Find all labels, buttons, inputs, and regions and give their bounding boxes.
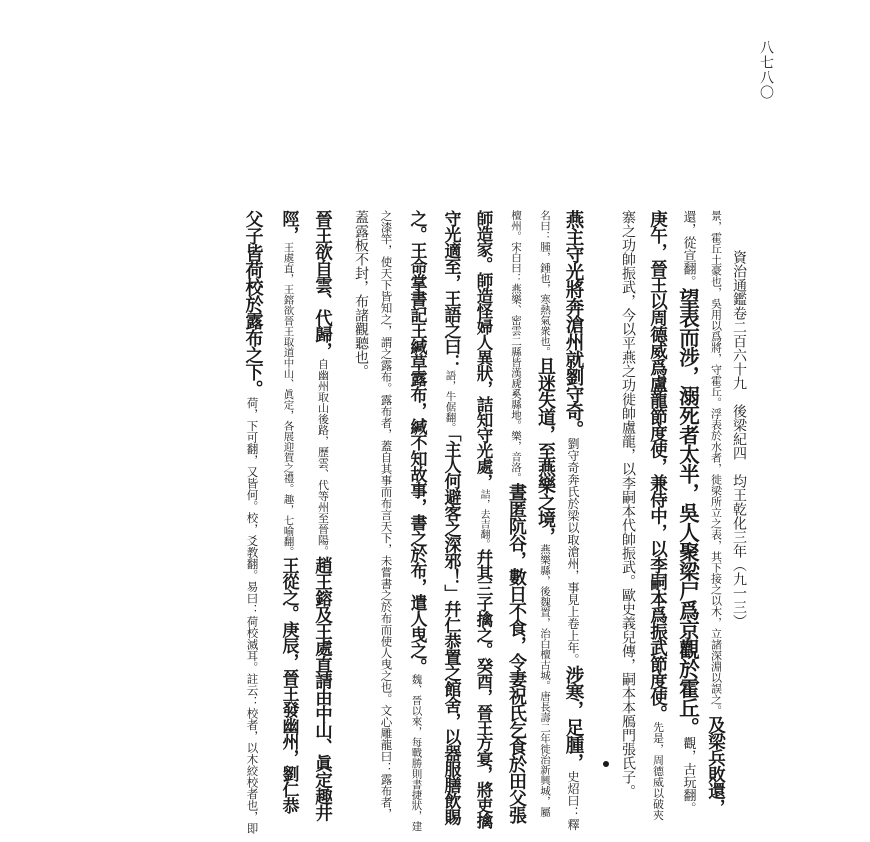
margin-dot-mark — [603, 761, 609, 767]
main-text-segment: 癸酉，晉王方宴，將吏擒 — [474, 657, 493, 828]
annotation-text-segment: 先是，周德威以破夾 — [651, 721, 665, 821]
main-text-segment: 王從之。庚辰，晉王發幽州，劉仁恭 — [278, 557, 299, 813]
main-text-segment: 涉寒，足腫， — [563, 665, 584, 771]
main-text-segment: 燕主守光將奔滄州就劉守奇。 — [563, 210, 584, 438]
annotation-text-segment: 自幽州取山後路，歷雲、代等州至晉陽。 — [316, 358, 330, 557]
text-column-5 — [563, 210, 582, 831]
main-text-segment: 晝匿阬谷，數日不食，令妻祝氏乞食於田父張 — [506, 483, 527, 823]
annotation-text-segment: 名曰：腫，鍾也，寒熱氣衆也。 — [539, 210, 551, 357]
main-text-segment: 父子皆荷校於露布之下。 — [242, 210, 264, 397]
text-column-13 — [313, 210, 332, 821]
main-text-segment: 晉王欲自雲、代歸， — [312, 210, 333, 359]
main-text-segment: 且迷失道，至燕樂之境， — [535, 357, 556, 544]
text-column-15 — [243, 210, 262, 834]
annotation-text-segment: 劉守奇奔氏於梁以取滄州，事見上卷上年。 — [566, 437, 580, 666]
annotation-text-segment: 蓋露板不封，布諸觀聽也。 — [353, 210, 369, 378]
annotation-text-segment: 觀，古玩翻。 — [680, 736, 696, 815]
text-column-1 — [706, 210, 725, 815]
main-text-segment: 及梁兵敗還， — [705, 716, 726, 815]
annotation-text-segment: 魏、晉以來，每戰勝則書捷狀，建 — [410, 674, 423, 832]
annotation-text-segment: 還，從宣翻。 — [680, 210, 696, 288]
annotation-text-segment: 檀州。宋白曰：燕樂、密雲二縣皆漢虒奚縣地。樂，音洛。 — [510, 210, 522, 483]
text-column-6 — [536, 210, 554, 817]
main-text-segment: 之。王命掌書記王緘草露布，緘不知故事，書之於布，遣人曳之。 — [406, 210, 427, 674]
text-column-4 — [621, 210, 635, 798]
text-column-7 — [507, 210, 525, 823]
annotation-text-segment: 景，霍丘土豪也，吳用以爲將，守霍丘。浮表於水者，徙梁所立之表，其下接之以木，立諸深淵以誤之。 — [709, 210, 723, 716]
text-column-14 — [279, 210, 297, 813]
main-text-segment: 「主人何避客之深邪！」幷仁恭置之館舍，以器服膳飲賜 — [440, 433, 461, 825]
main-text-segment: 趙王鎔及王處直請由中山、眞定趣井 — [312, 556, 333, 821]
annotation-text-segment: 之漆竿，使天下皆知之，謂之露布。露布者，蓋自其事而布言天下，未嘗書之於布而使人曳之也。文心雕龍曰：露布者， — [379, 210, 394, 820]
annotation-text-segment: 史炤曰：釋 — [566, 770, 580, 831]
text-column-10 — [407, 210, 425, 832]
page-number: 八七八〇 — [758, 40, 774, 100]
text-column-11 — [380, 210, 393, 820]
annotation-text-segment: 燕樂縣，後魏置，治白檀古城。唐長壽二年徙治新興城，屬 — [539, 544, 551, 817]
annotation-text-segment: 王處直，王鎔欲晉王取道中山、眞定，各展迎賀之禮。趣，七喻翻。 — [282, 242, 295, 557]
main-text-segment: 庚午，晉王以周德威爲盧龍節度使，兼侍中，以李嗣本爲振武節度使。 — [647, 210, 668, 722]
text-column-2 — [677, 210, 698, 815]
text-column-9 — [441, 210, 459, 825]
text-column-8 — [474, 210, 491, 828]
annotation-text-segment: 詰，去吉翻。 — [478, 489, 489, 549]
annotation-text-segment: 寨之功帥振武，今以平燕之功徙帥盧龍，以李嗣本代帥振武。歐史義兒傳，嗣本本鴈門張氏子。 — [620, 210, 636, 798]
main-text-segment: 師造家。師造怪婦人異狀，詰知守光處， — [474, 210, 493, 489]
running-head: 資治通鑑卷二百六十九 後梁紀四 均王乾化三年（九一三） — [731, 250, 747, 628]
annotation-text-segment: 荷，下可翻，又皆何。校，爻教翻。易曰：荷校滅耳。註云：校者，以木絞校者也，即 — [245, 397, 260, 834]
main-text-segment: 望表而涉，溺死者太半，吳人聚梁尸爲京觀於霍丘。 — [675, 288, 700, 737]
main-text-segment: 幷其三子擒之。 — [474, 549, 493, 658]
main-text-segment: 守光適至，王語之曰： — [440, 210, 461, 370]
text-column-12 — [354, 210, 368, 378]
text-column-3 — [648, 210, 667, 821]
main-text-segment: 陘， — [278, 210, 299, 242]
annotation-text-segment: 語，牛倨翻。 — [444, 370, 457, 433]
